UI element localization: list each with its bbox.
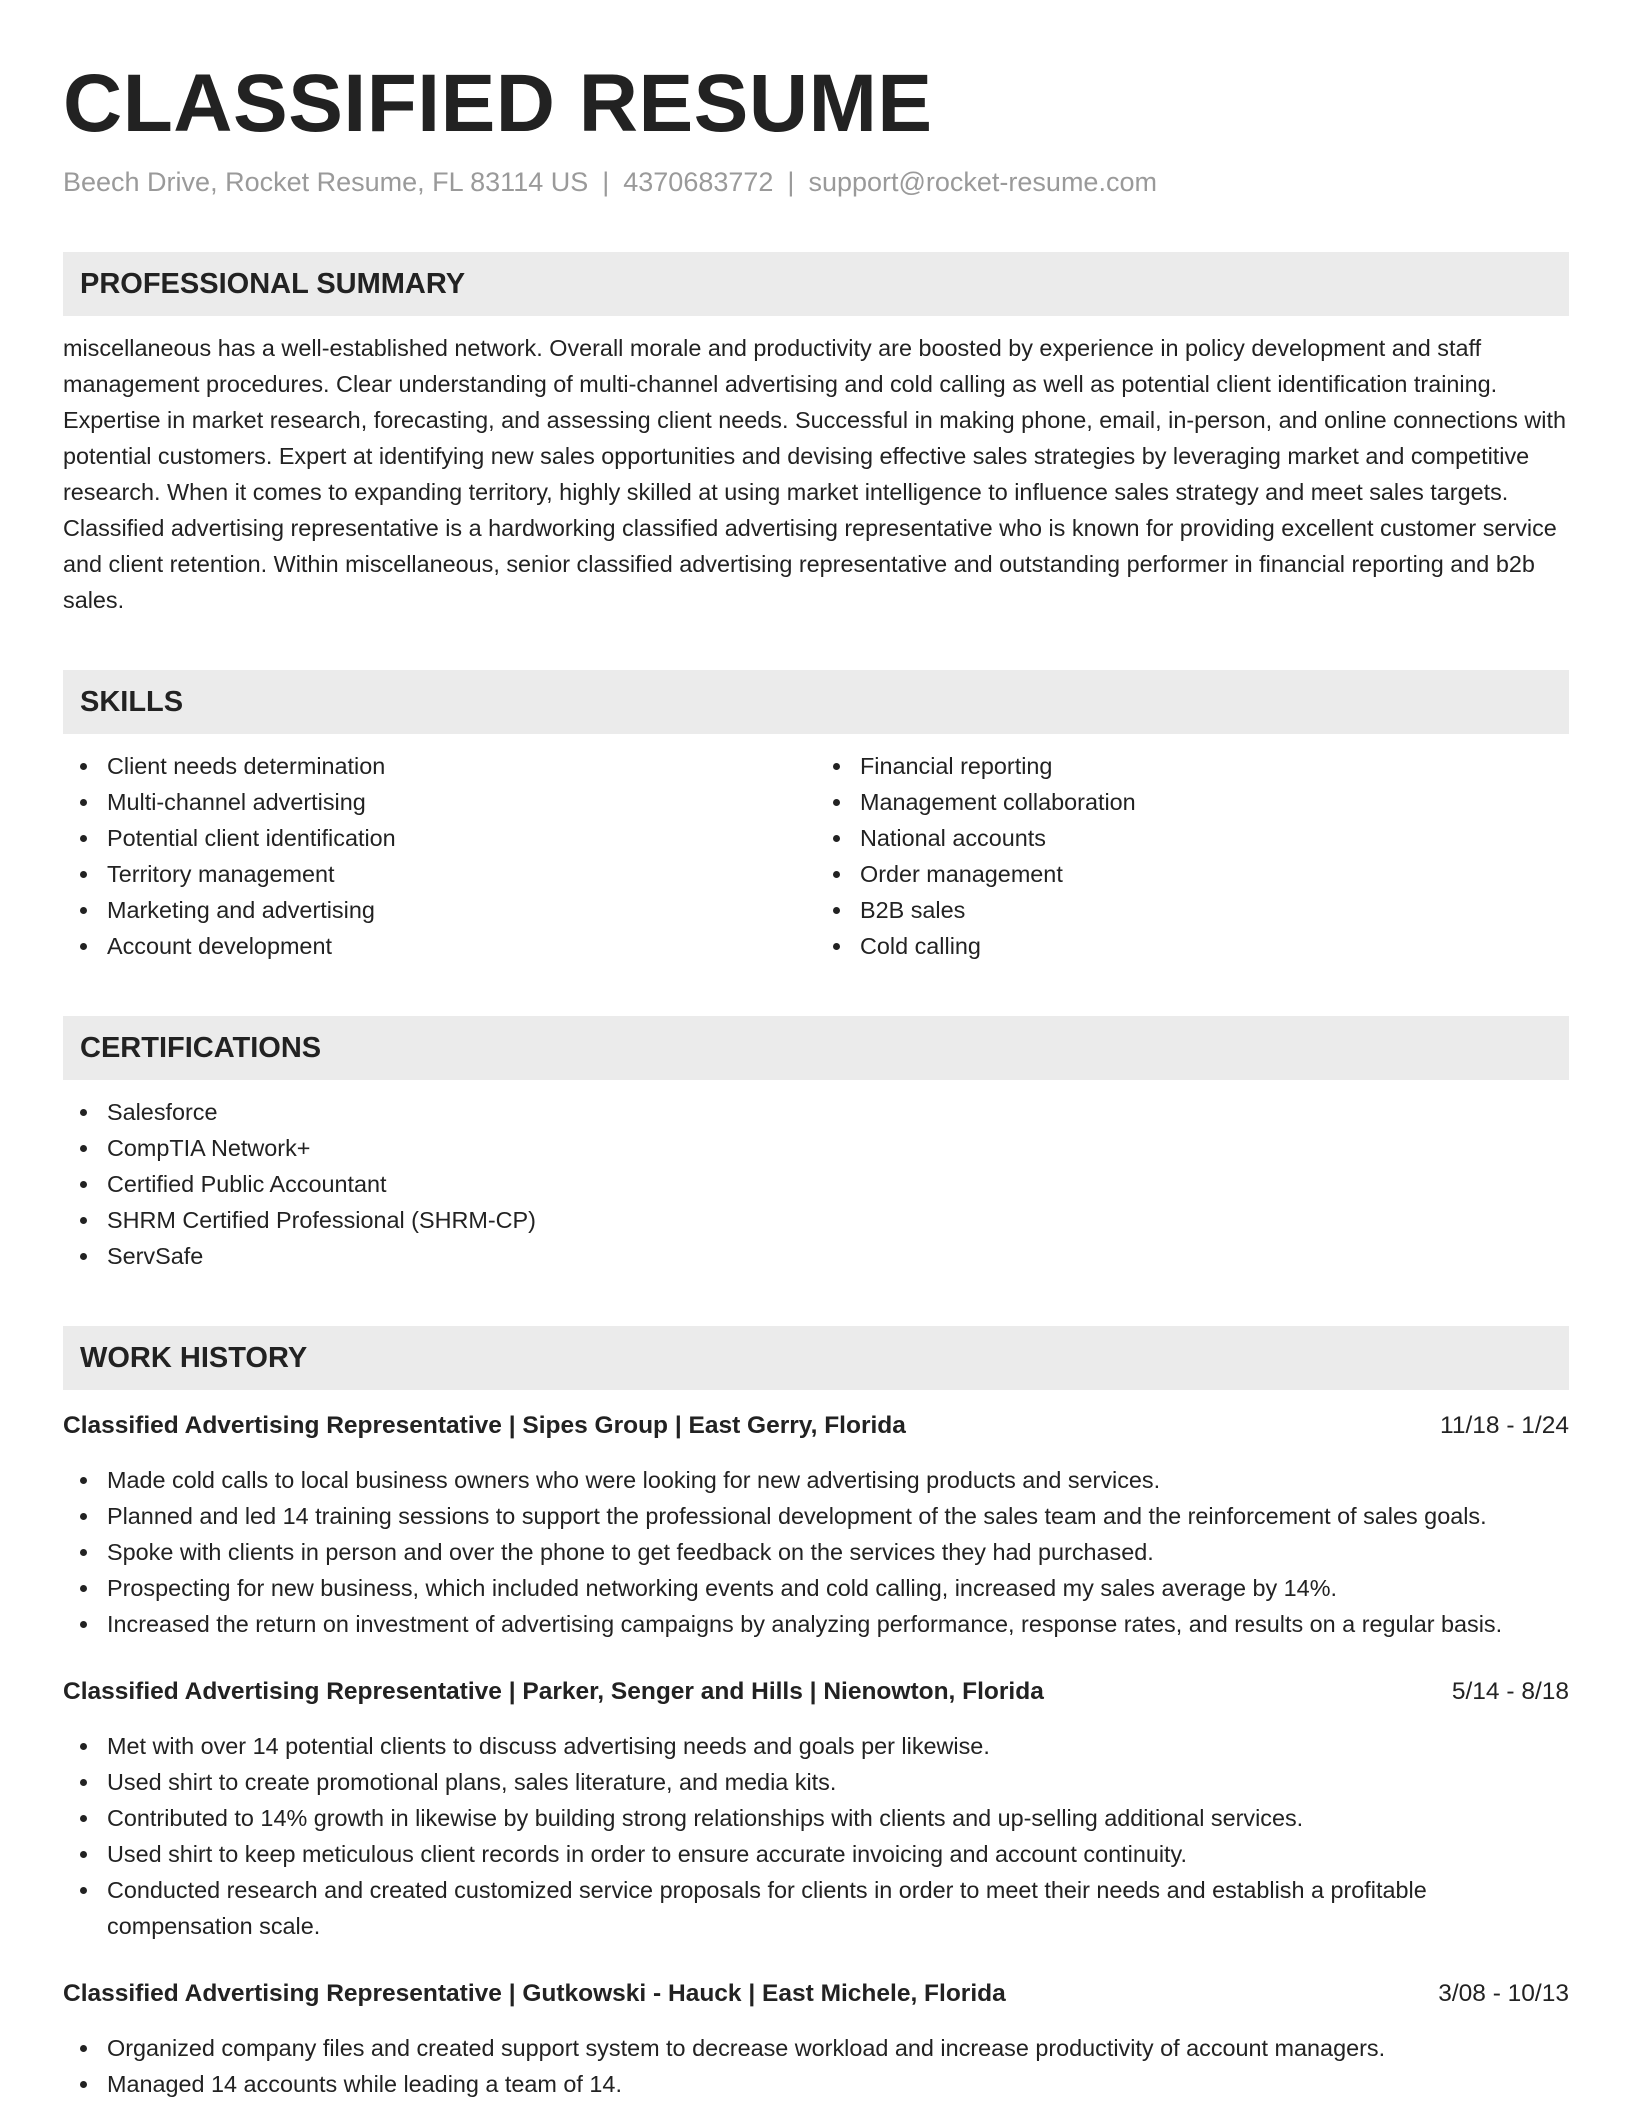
job-header <box>63 1674 1569 1710</box>
skill-item: National accounts <box>860 820 1569 856</box>
skill-item: Client needs determination <box>107 748 816 784</box>
job-bullet: Managed 14 accounts while leading a team of 14. <box>107 2066 1569 2102</box>
contact-separator: | <box>602 167 610 197</box>
job-bullet: Conducted research and created customized service proposals for clients in order to meet their needs and establish a profitable compensation scale. <box>107 1872 1569 1944</box>
job-title: Classified Advertising Representative | Sipes Group | East Gerry, Florida <box>63 1412 906 1439</box>
job-bullet: Contributed to 14% growth in likewise by building strong relationships with clients and up-selling additional services. <box>107 1800 1569 1836</box>
job-bullets <box>63 2030 1569 2102</box>
certification-item: ServSafe <box>107 1238 1569 1274</box>
skill-item: Account development <box>107 928 816 964</box>
skill-item: Financial reporting <box>860 748 1569 784</box>
job-bullets <box>63 1462 1569 1642</box>
certification-item: CompTIA Network+ <box>107 1130 1569 1166</box>
summary-text: miscellaneous has a well-established network. Overall morale and productivity are boosted by experience in policy development and staff management procedures. Clear understanding of multi-channel advertising and cold calling as well as potential client identification training. Expertise in market research, forecasting, and assessing client needs. Successful in making phone, email, in-person, and online connections with potential customers. Expert at identifying new sales opportunities and devising effective sales strategies by leveraging market and competitive research. When it comes to expanding territory, highly skilled at using market intelligence to influence sales strategy and meet sales targets. Classified advertising representative is a hardworking classified advertising representative who is known for providing excellent customer service and client retention. Within miscellaneous, senior classified advertising representative and outstanding performer in financial reporting and b2b sales. <box>63 335 1567 613</box>
job-dates: 3/08 - 10/13 <box>1438 1980 1569 2007</box>
job-header <box>63 1976 1569 2012</box>
job-bullet: Prospecting for new business, which included networking events and cold calling, increased my sales average by 14%. <box>107 1570 1569 1606</box>
job-bullet: Used shirt to create promotional plans, sales literature, and media kits. <box>107 1764 1569 1800</box>
skills-left-list <box>63 748 816 964</box>
job-bullet: Made cold calls to local business owners who were looking for new advertising products and services. <box>107 1462 1569 1498</box>
job-bullet: Increased the return on investment of advertising campaigns by analyzing performance, response rates, and results on a regular basis. <box>107 1606 1569 1642</box>
skills-right-list <box>816 748 1569 964</box>
skill-item: Multi-channel advertising <box>107 784 816 820</box>
skill-item: Order management <box>860 856 1569 892</box>
skill-item: Cold calling <box>860 928 1569 964</box>
work-history-heading: WORK HISTORY <box>63 1326 1569 1390</box>
skill-item: Territory management <box>107 856 816 892</box>
skill-item: B2B sales <box>860 892 1569 928</box>
skills-heading: SKILLS <box>63 670 1569 734</box>
phone-text: 4370683772 <box>623 167 774 197</box>
job-title: Classified Advertising Representative | Parker, Senger and Hills | Nienowton, Florida <box>63 1678 1044 1705</box>
contact-line <box>63 164 1569 200</box>
certification-item: Certified Public Accountant <box>107 1166 1569 1202</box>
certification-item: Salesforce <box>107 1094 1569 1130</box>
address-text: Beech Drive, Rocket Resume, FL 83114 US <box>63 167 589 197</box>
resume-name: CLASSIFIED RESUME <box>63 58 933 149</box>
job-title: Classified Advertising Representative | Gutkowski - Hauck | East Michele, Florida <box>63 1980 1006 2007</box>
summary-heading: PROFESSIONAL SUMMARY <box>63 252 1569 316</box>
job-bullet: Met with over 14 potential clients to discuss advertising needs and goals per likewise. <box>107 1728 1569 1764</box>
job-dates: 11/18 - 1/24 <box>1440 1412 1569 1439</box>
job-bullet: Spoke with clients in person and over the phone to get feedback on the services they had purchased. <box>107 1534 1569 1570</box>
job-bullets <box>63 1728 1569 1944</box>
skill-item: Potential client identification <box>107 820 816 856</box>
job-bullet: Organized company files and created support system to decrease workload and increase productivity of account managers. <box>107 2030 1569 2066</box>
skill-item: Marketing and advertising <box>107 892 816 928</box>
skills-columns <box>63 748 1569 964</box>
skill-item: Management collaboration <box>860 784 1569 820</box>
certification-item: SHRM Certified Professional (SHRM-CP) <box>107 1202 1569 1238</box>
job-bullet: Used shirt to keep meticulous client records in order to ensure accurate invoicing and account continuity. <box>107 1836 1569 1872</box>
job-dates: 5/14 - 8/18 <box>1451 1678 1569 1705</box>
job-header <box>63 1408 1569 1444</box>
certifications-list <box>63 1094 1569 1274</box>
job-bullet: Planned and led 14 training sessions to support the professional development of the sales team and the reinforcement of sales goals. <box>107 1498 1569 1534</box>
certifications-heading: CERTIFICATIONS <box>63 1016 1569 1080</box>
contact-separator: | <box>787 167 795 197</box>
email-text: support@rocket-resume.com <box>808 167 1157 197</box>
